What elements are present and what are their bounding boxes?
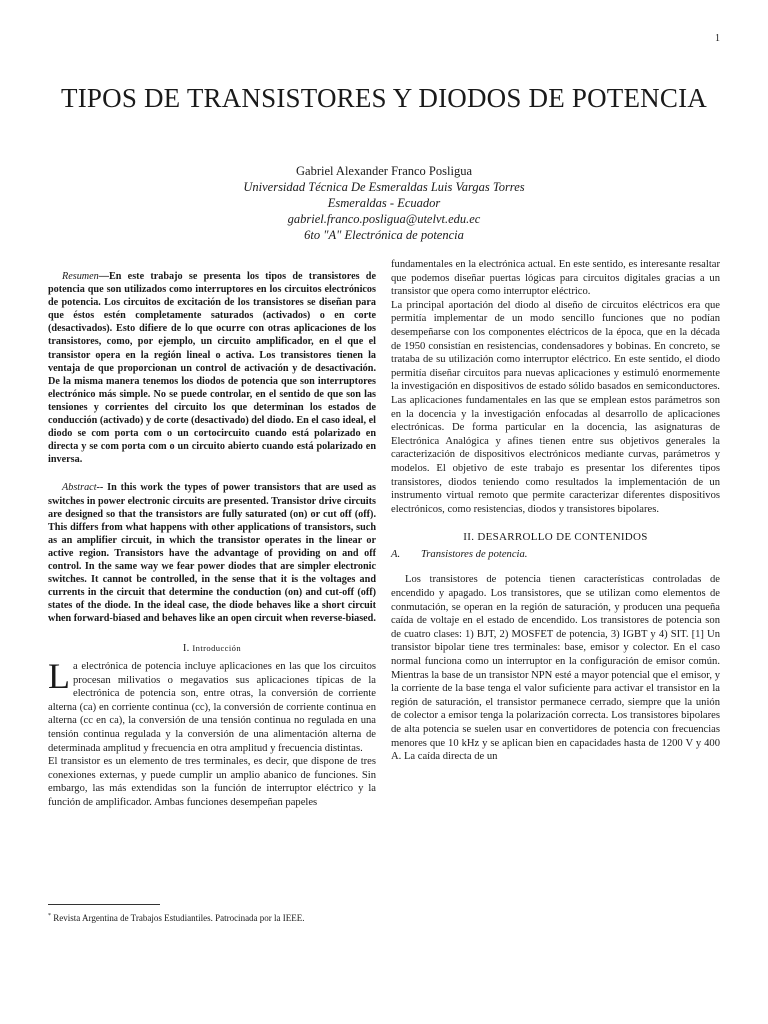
right-paragraph-3: Las aplicaciones fundamentales en las que se emplean estos parámetros son en la docencia y la investigación enfocadas al desarrollo de aplicaciones electrónicas. De forma particular en la docencia, las asignaturas de Electrónica Analógica y afines tienen entre sus objetivos generales la caracterización de dispositivos electrónicos mediante curvas, parámetros y modelos. El objetivo de este trabajo es presentar los diferentes tipos transistores, diodos teniendo como resultados la implementación de un instrumento virtual remoto que permite caracterizar diferentes dispositivos electrónicos, como resistencias, diodos y transistores bipolares. [391,394,720,515]
section-heading-desarrollo: II. DESARROLLO DE CONTENIDOS [463,531,648,544]
footnote-mark: * [48,913,51,919]
footnote-text-wrap [48,913,305,923]
subsection-title: Transistores de potencia. [421,548,528,560]
author-block [50,163,718,243]
footnote-text: Revista Argentina de Trabajos Estudiantiles. Patrocinada por la IEEE. [53,913,305,923]
intro-paragraph-2: El transistor es un elemento de tres terminales, es decir, que dispone de tres conexiones externas, y puede cumplir un amplio abanico de funciones. Sin embargo, las más extendidas son la función de interruptor eléctrico y la función de amplificador. Ambas funciones desempeñan papeles [48,756,376,808]
drop-cap: L [48,656,70,697]
abstract-english-text: -- In this work the types of power transistors that are used as switches in power electronic circuits are presented. Transistor drive circuits are designed so that the transistors are fully saturated (on) or cut off (off). This differs from what happens with other applications of transistors, such as an amplifier circuit, in which the transistor operates in the linear or active region. Transistors have the advantage of providing on and off control. In the same way we fear power diodes that are simpler electronic switches. It cannot be controlled, in the sense that it is the voltages and currents in the circuit that determine the conduction (on) and cut-off (off) states of the diode. In the ideal case, the diode behaves like a short circuit when forward-biased and behaves like an open circuit when reverse-biased. [48,482,376,625]
right-column [391,258,720,764]
abstract-english [48,481,376,625]
author-affiliation: Universidad Técnica De Esmeraldas Luis Vargas Torres [243,180,525,194]
author-email: gabriel.franco.posligua@utelvt.edu.ec [287,212,481,226]
right-paragraph-4: Los transistores de potencia tienen características controladas de encendido y apagado. Los transistores, que se utilizan como elementos de conmutación, se operan en la región de saturación, y producen una pequeña caída de voltaje en el estado de encendido. Los transistores de potencia son de cuatro clases: 1) BJT, 2) MOSFET de potencia, 3) IGBT y 4) SIT. [1] Un transistor bipolar tiene tres terminales: base, emisor y colector. En el caso normal funciona como un interruptor en la configuración de emisor común. Mientras la base de un transistor NPN esté a mayor potencial que el emisor, y la corriente de la base tenga el valor suficiente para activar el transistor en la región de saturación, el transistor permanece cerrado, siempre que la unión de colector a emisor tenga la polarización correcta. Los transistores bipolares de alta potencia se suelen usar en convertidores de potencia con frecuencias menores que 10 kHz y se aplican bien en capacidades hasta de 1200 V y 400 A. La caída directa de un [391,574,720,763]
paper-title: TIPOS DE TRANSISTORES Y DIODOS DE POTENCIA [61,83,707,113]
subsection-label: A. [391,548,401,560]
author-name: Gabriel Alexander Franco Posligua [296,164,472,178]
subsection-heading [391,548,720,562]
page-number: 1 [715,33,720,44]
left-column [48,270,376,810]
abstract-english-lead: Abstract [62,482,97,494]
section-heading-introduccion [48,642,376,656]
abstract-spanish-lead: Resumen [62,271,99,282]
author-course: 6to "A" Electrónica de potencia [304,228,464,242]
right-paragraph-1: fundamentales en la electrónica actual. En este sentido, es interesante resaltar que podemos diseñar puertas lógicas para circuitos digitales gracias a un transistor que opera como interruptor eléctrico. [391,259,720,298]
intro-paragraph-1-text: a electrónica de potencia incluye aplicaciones en las que los circuitos procesan milivatios o megavatios sus aplicaciones típicas de la electrónica de potencia son, entre otras, la conversión de corriente alterna (ca) en corriente continua (cc), la conversión de corriente continua en alterna (cc en ca), la conversión de una tensión continua no regulada en una tensión continua regulada y la conversión de una alimentación alterna de determinada amplitud y frecuencia en otra amplitud y frecuencia distintas. [48,661,376,754]
section-number: I. [182,643,190,655]
footnote [48,904,376,924]
footnote-rule [48,904,160,905]
section-title: Introducción [192,643,242,654]
abstract-spanish-text: —En este trabajo se presenta los tipos de transistores de potencia que son utilizados como interruptores en los circuitos electrónicos de potencia. Los circuitos de excitación de los transistores se diseñan para que éstos estén completamente saturados (activados) o en corte (desactivados). Esto difiere de lo que ocurre con otras aplicaciones de los transistores, como, por ejemplo, un circuito amplificador, en el que el transistor opera en la región lineal o activa. Los transistores tienen la ventaja de que proporcionan un control de activación y de desactivación. De la misma manera tenemos los diodos de potencia que son interruptores electrónico más simple. No se puede controlar, en el sentido de que son las tensiones y corrientes del circuito los que determinan los estados de conducción (activado) y de corte (desactivado) del diodo. En el caso ideal, el diodo se com porta com o un cortocircuito cuando está polarizado en directa y se com porta com o un circuito abierto cuando está polarizado en inversa. [48,271,376,466]
abstract-spanish [48,270,376,466]
intro-paragraph-1 [48,656,376,755]
author-location: Esmeraldas - Ecuador [327,196,441,210]
right-paragraph-2: La principal aportación del diodo al diseño de circuitos eléctricos era que permitía implementar de un modo sencillo funciones que no podían desempeñarse con los componentes eléctricos de la época, que en la década de 1950 consistían en resistencias, condensadores y bobinas. En concreto, se trataba de su utilización como interruptor eléctrico. En este sentido, el diodo permitía diseñar circuitos para nuevas aplicaciones y estimuló enormemente la investigación en dispositivos de estado sólido basados en semiconductores. [391,299,720,393]
